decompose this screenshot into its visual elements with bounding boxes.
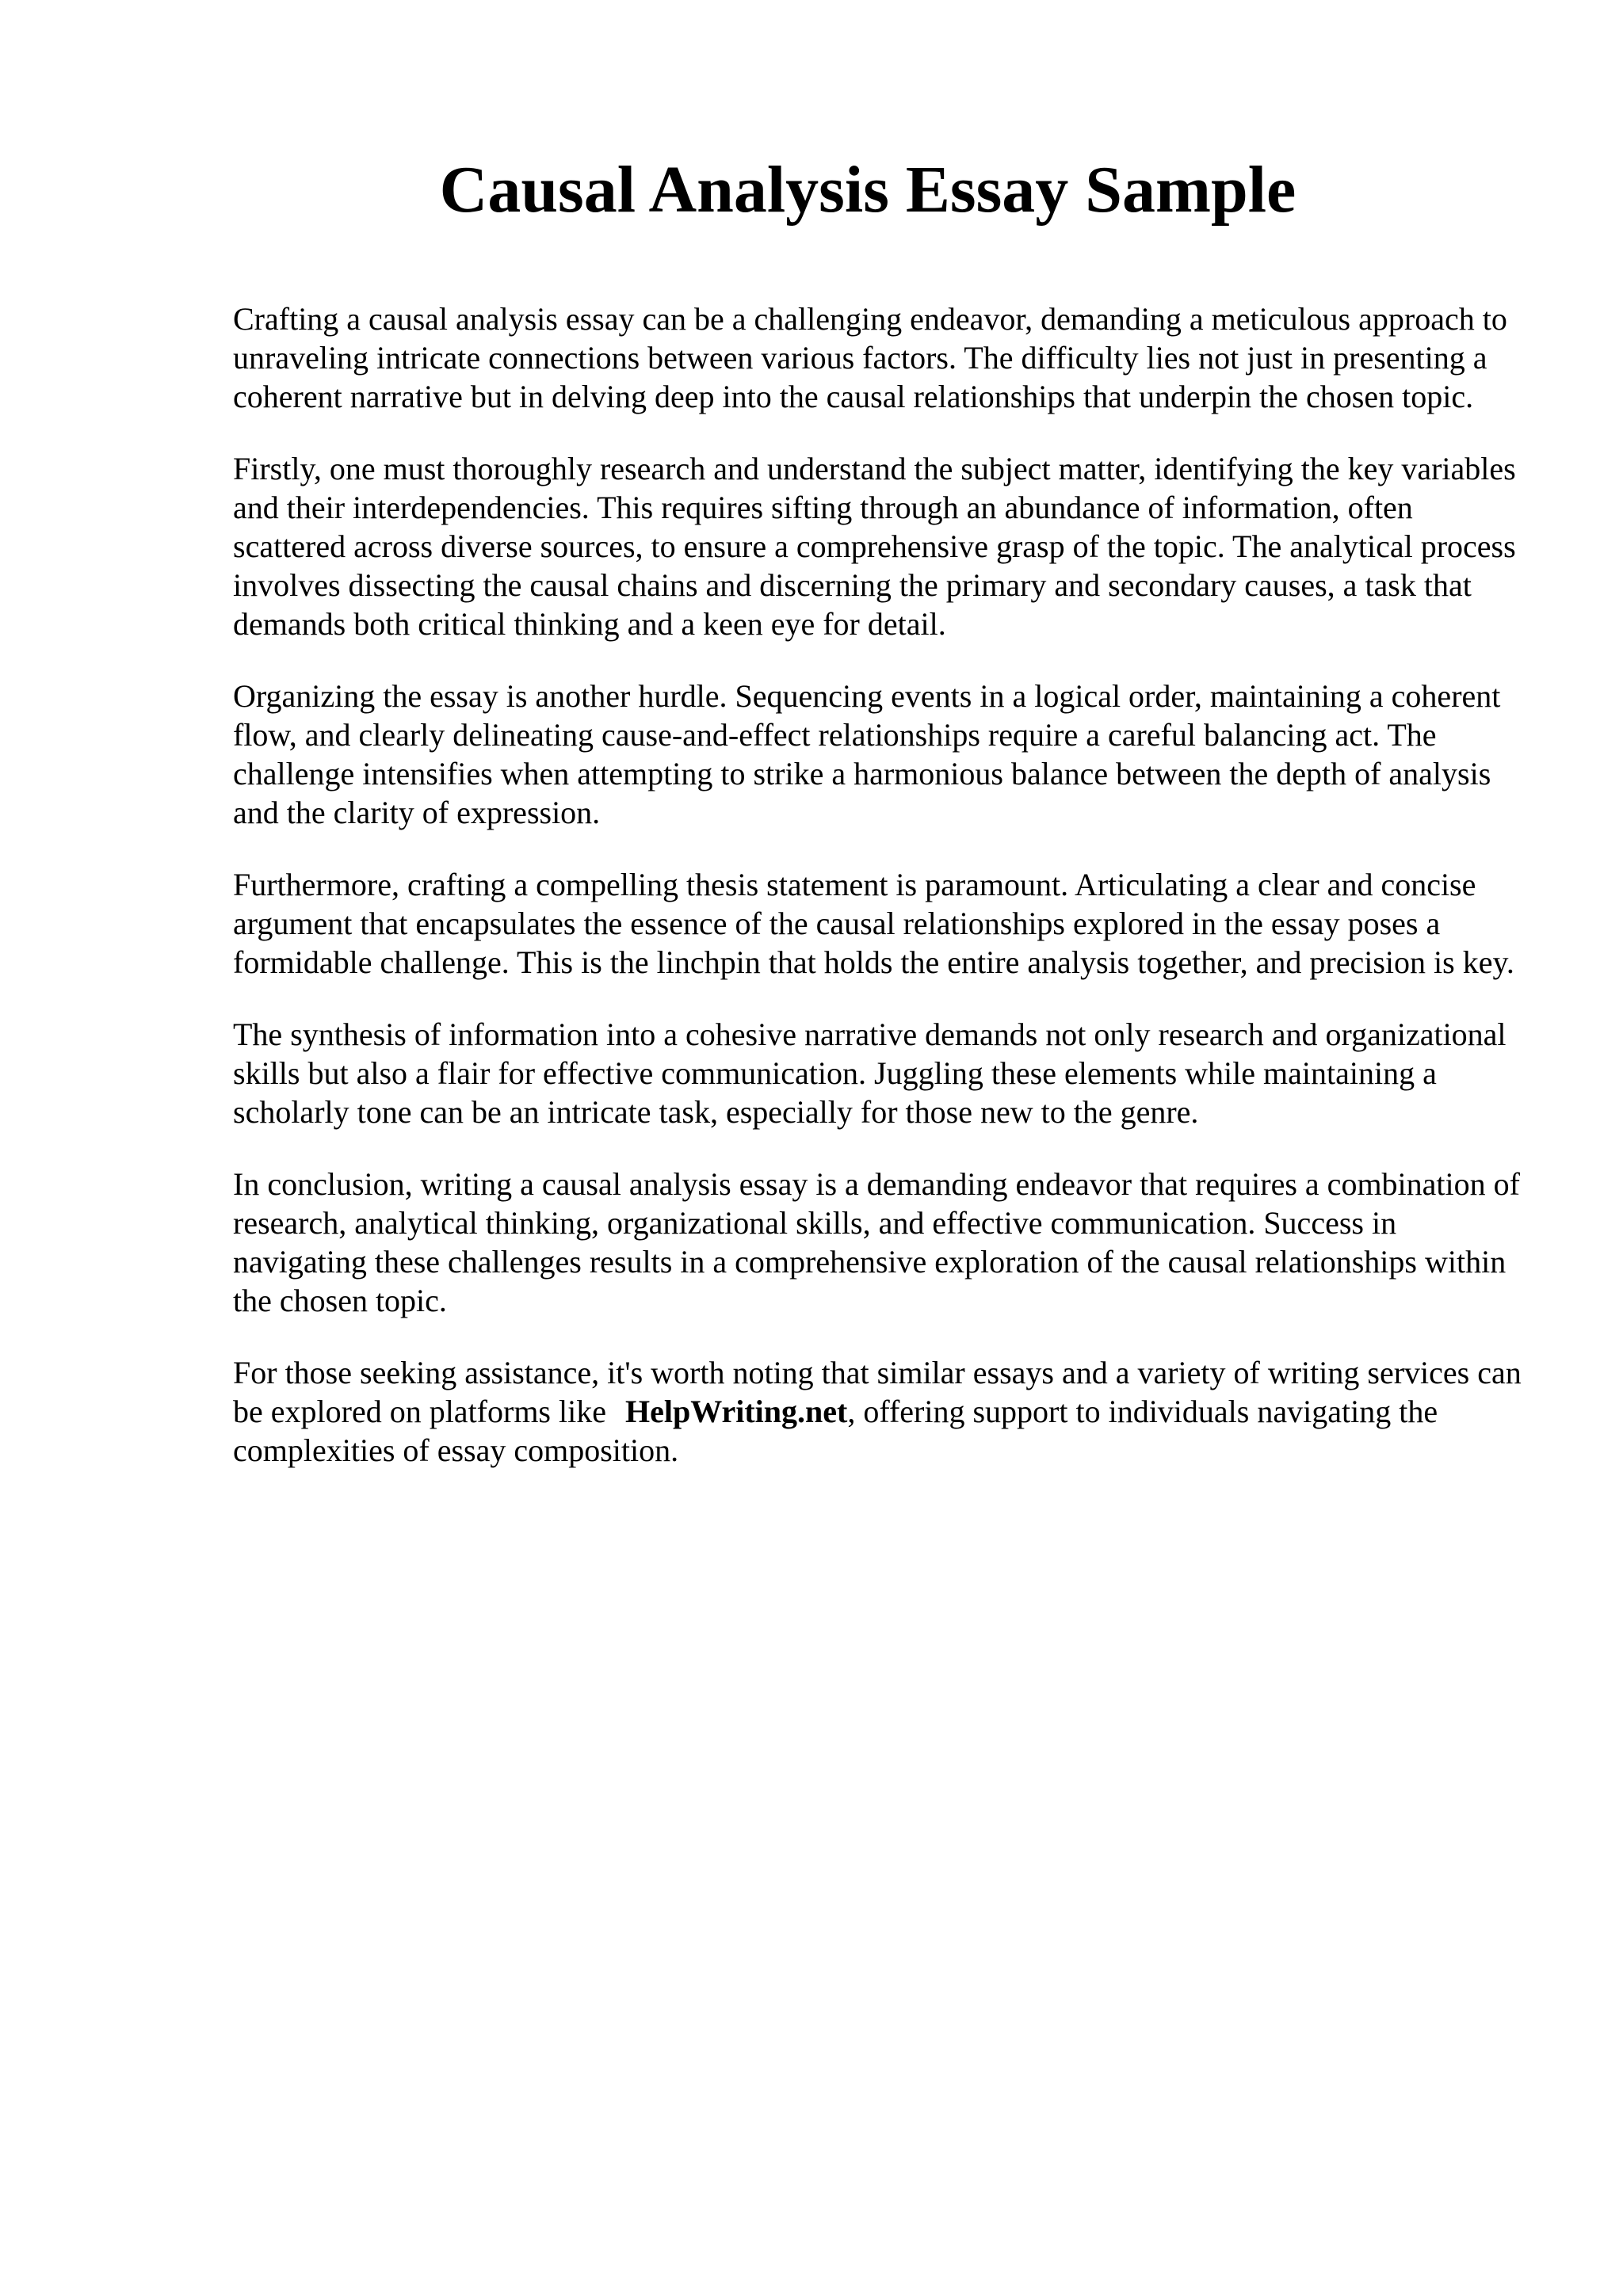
paragraph-research: Firstly, one must thoroughly research and understand the subject matter, identifying the key variables and their interdependencies. This requires sifting through an abundance of information, often scattered across diverse sources, to ensure a comprehensive grasp of the topic. The analytical process involves dissecting the causal chains and discerning the primary and secondary causes, a task that demands both critical thinking and a keen eye for detail. xyxy=(233,451,1516,642)
paragraph-thesis: Furthermore, crafting a compelling thesis statement is paramount. Articulating a clear and concise argument that encapsulates the essence of the causal relationships explored in the essay poses a formidable challenge. This is the linchpin that holds the entire analysis together, and precision is key. xyxy=(233,867,1514,980)
paragraph-organizing: Organizing the essay is another hurdle. Sequencing events in a logical order, maintaining a coherent flow, and clearly delineating cause-and-effect relationships require a careful balancing act. The challenge intensifies when attempting to strike a harmonious balance between the depth of analysis and the clarity of expression. xyxy=(233,678,1501,830)
closing-text-after: , offering support to individuals navigating the complexities of essay composition. xyxy=(233,1394,1438,1468)
closing-text-before: For those seeking assistance, it's worth noting that similar essays and a variety of writing services can be explored on platforms like xyxy=(233,1355,1522,1429)
helpwriting-link[interactable]: HelpWriting.net xyxy=(624,1394,848,1429)
paragraph-intro: Crafting a causal analysis essay can be a challenging endeavor, demanding a meticulous approach to unraveling intricate connections between various factors. The difficulty lies not just in presenting a coherent narrative but in delving deep into the causal relationships that underpin the chosen topic. xyxy=(233,301,1507,414)
essay-body xyxy=(233,299,1533,1503)
page-title: Causal Analysis Essay Sample xyxy=(439,153,1296,227)
paragraph-synthesis: The synthesis of information into a cohesive narrative demands not only research and organizational skills but also a flair for effective communication. Juggling these elements while maintaining a scholarly tone can be an intricate task, especially for those new to the genre. xyxy=(233,1016,1507,1130)
paragraph-closing xyxy=(233,1353,1533,1470)
paragraph-conclusion: In conclusion, writing a causal analysis essay is a demanding endeavor that requires a combination of research, analytical thinking, organizational skills, and effective communication. Success in navigating these challenges results in a comprehensive exploration of the causal relationships within the chosen topic. xyxy=(233,1166,1520,1318)
